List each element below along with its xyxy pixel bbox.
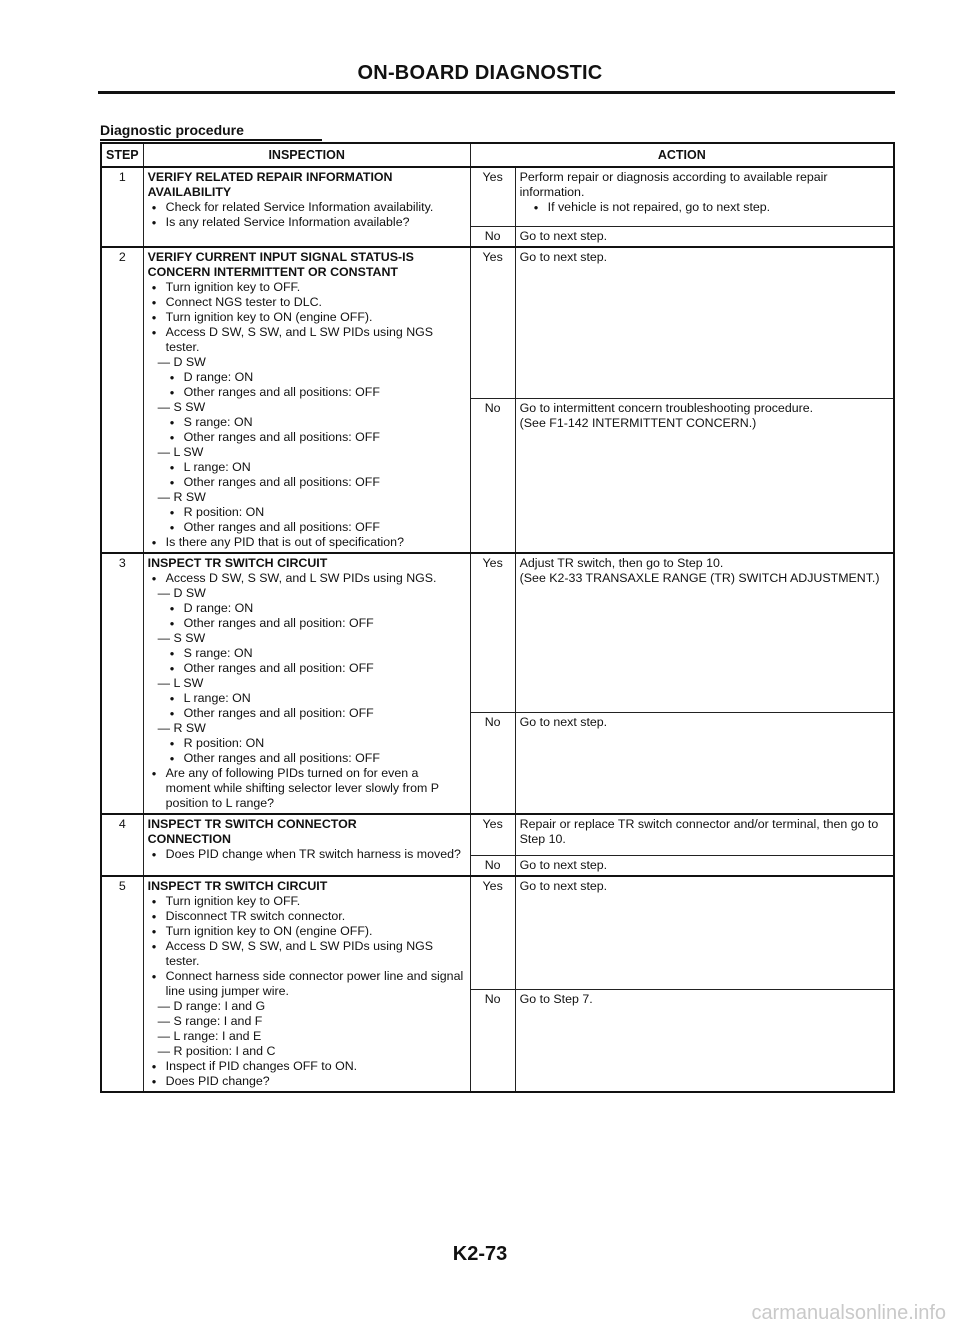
action-no: Go to next step. [515,856,894,877]
inspection-bullet: ● Does PID change when TR switch harness is moved? [152,847,466,862]
jumper-connection: — S range: I and F [157,1014,263,1028]
diagnostic-procedure-table [100,142,895,1093]
result-no: No [470,399,515,553]
pid-group: — L SW [157,675,204,690]
step-title: INSPECT TR SWITCH CIRCUIT [147,555,328,570]
header-step: STEP [101,143,143,167]
result-yes: Yes [470,167,515,226]
inspection-bullet: ● Is any related Service Information available? [152,215,466,230]
step-1 [101,167,894,247]
watermark: carmanualsonline.info [751,1302,946,1324]
step-number: 2 [101,247,143,553]
action-no [515,399,894,553]
pid-condition: ● Other ranges and all positions: OFF [148,520,466,535]
action-yes: Go to next step. [515,247,894,399]
header-inspection: INSPECTION [143,143,470,167]
pid-group: — S SW [157,630,206,645]
inspection-bullet: ● Are any of following PIDs turned on for even a moment while shifting selector lever slowly from P position to L range? [152,766,466,811]
result-yes: Yes [470,553,515,713]
inspection-bullet: ● Check for related Service Information availability. [152,200,466,215]
step-3 [101,553,894,814]
pid-condition: ● Other ranges and all position: OFF [148,661,466,676]
inspection-bullet: ● Connect NGS tester to DLC. [152,295,466,310]
inspection-bullet: ● Disconnect TR switch connector. [152,909,466,924]
step-inspection [143,814,470,877]
inspection-bullet: ● Access D SW, S SW, and L SW PIDs using NGS. [152,571,466,586]
step-inspection [143,553,470,814]
result-no: No [470,713,515,814]
action-text: Go to intermittent concern troubleshooting procedure. [519,401,814,415]
pid-condition: ● R position: ON [148,736,466,751]
result-yes: Yes [470,247,515,399]
section-title-underline [100,139,322,141]
pid-group: — S SW [157,399,206,414]
result-no: No [470,856,515,877]
step-title-cont: CONNECTION [147,831,231,846]
action-reference: (See F1-142 INTERMITTENT CONCERN.) [519,416,757,430]
pid-group: — R SW [157,720,206,735]
inspection-bullet: ● Turn ignition key to OFF. [152,280,466,295]
action-yes [515,553,894,713]
inspection-bullet: ● Connect harness side connector power line and signal line using jumper wire. [152,969,466,999]
pid-group: — L SW [157,444,204,459]
pid-condition: ● Other ranges and all position: OFF [148,706,466,721]
result-yes: Yes [470,876,515,989]
action-yes: Repair or replace TR switch connector and/or terminal, then go to Step 10. [515,814,894,856]
pid-condition: ● S range: ON [148,415,466,430]
step-number: 4 [101,814,143,877]
action-reference: (See K2-33 TRANSAXLE RANGE (TR) SWITCH ADJUSTMENT.) [519,570,880,585]
action-no: Go to next step. [515,713,894,814]
page-number: K2-73 [452,1243,508,1265]
section-title: Diagnostic procedure [100,122,244,138]
jumper-connection: — R position: I and C [157,1044,276,1058]
action-yes [515,167,894,226]
result-yes: Yes [470,814,515,856]
jumper-connection: — L range: I and E [157,1029,262,1043]
action-text: Perform repair or diagnosis according to available repair information. [519,170,828,199]
header-rule [98,91,895,94]
step-title-cont: AVAILABILITY [147,185,232,199]
pid-condition: ● D range: ON [148,370,466,385]
inspection-bullet: ● Does PID change? [152,1074,466,1089]
inspection-bullet: ● Inspect if PID changes OFF to ON. [152,1059,466,1074]
step-inspection [143,167,470,247]
page-header-title: ON-BOARD DIAGNOSTIC [357,62,603,84]
pid-group: — D SW [157,585,206,600]
result-no: No [470,989,515,1092]
action-no: Go to Step 7. [515,989,894,1092]
result-no: No [470,226,515,247]
pid-condition: ● R position: ON [148,505,466,520]
step-4 [101,814,894,877]
step-number: 3 [101,553,143,814]
action-yes: Go to next step. [515,876,894,989]
step-title: INSPECT TR SWITCH CONNECTOR [147,816,357,831]
pid-condition: ● Other ranges and all position: OFF [148,616,466,631]
step-inspection [143,876,470,1092]
inspection-bullet: ● Access D SW, S SW, and L SW PIDs using NGS tester. [152,325,466,355]
jumper-connection: — D range: I and G [157,999,266,1013]
pid-condition: ● Other ranges and all positions: OFF [148,430,466,445]
action-text: Adjust TR switch, then go to Step 10. [519,555,724,570]
inspection-bullet: ● Turn ignition key to OFF. [152,894,466,909]
table-header-row [101,143,894,167]
action-no: Go to next step. [515,226,894,247]
step-number: 5 [101,876,143,1092]
pid-condition: ● L range: ON [148,460,466,475]
pid-condition: ● L range: ON [148,691,466,706]
action-bullet: ● If vehicle is not repaired, go to next step. [520,200,889,215]
pid-condition: ● S range: ON [148,646,466,661]
pid-condition: ● D range: ON [148,601,466,616]
step-inspection [143,247,470,553]
step-title: VERIFY CURRENT INPUT SIGNAL STATUS-IS [147,249,414,264]
pid-condition: ● Other ranges and all positions: OFF [148,751,466,766]
step-2 [101,247,894,553]
step-title: VERIFY RELATED REPAIR INFORMATION [147,170,393,184]
header-action: ACTION [470,143,894,167]
inspection-bullet: ● Is there any PID that is out of specification? [152,535,466,550]
pid-condition: ● Other ranges and all positions: OFF [148,475,466,490]
step-number: 1 [101,167,143,247]
inspection-bullet: ● Access D SW, S SW, and L SW PIDs using NGS tester. [152,939,466,969]
step-5 [101,876,894,1092]
inspection-bullet: ● Turn ignition key to ON (engine OFF). [152,924,466,939]
pid-condition: ● Other ranges and all positions: OFF [148,385,466,400]
inspection-bullet: ● Turn ignition key to ON (engine OFF). [152,310,466,325]
step-title: INSPECT TR SWITCH CIRCUIT [147,879,328,893]
step-title-cont: CONCERN INTERMITTENT OR CONSTANT [147,264,398,279]
pid-group: — D SW [157,354,206,369]
pid-group: — R SW [157,489,206,504]
